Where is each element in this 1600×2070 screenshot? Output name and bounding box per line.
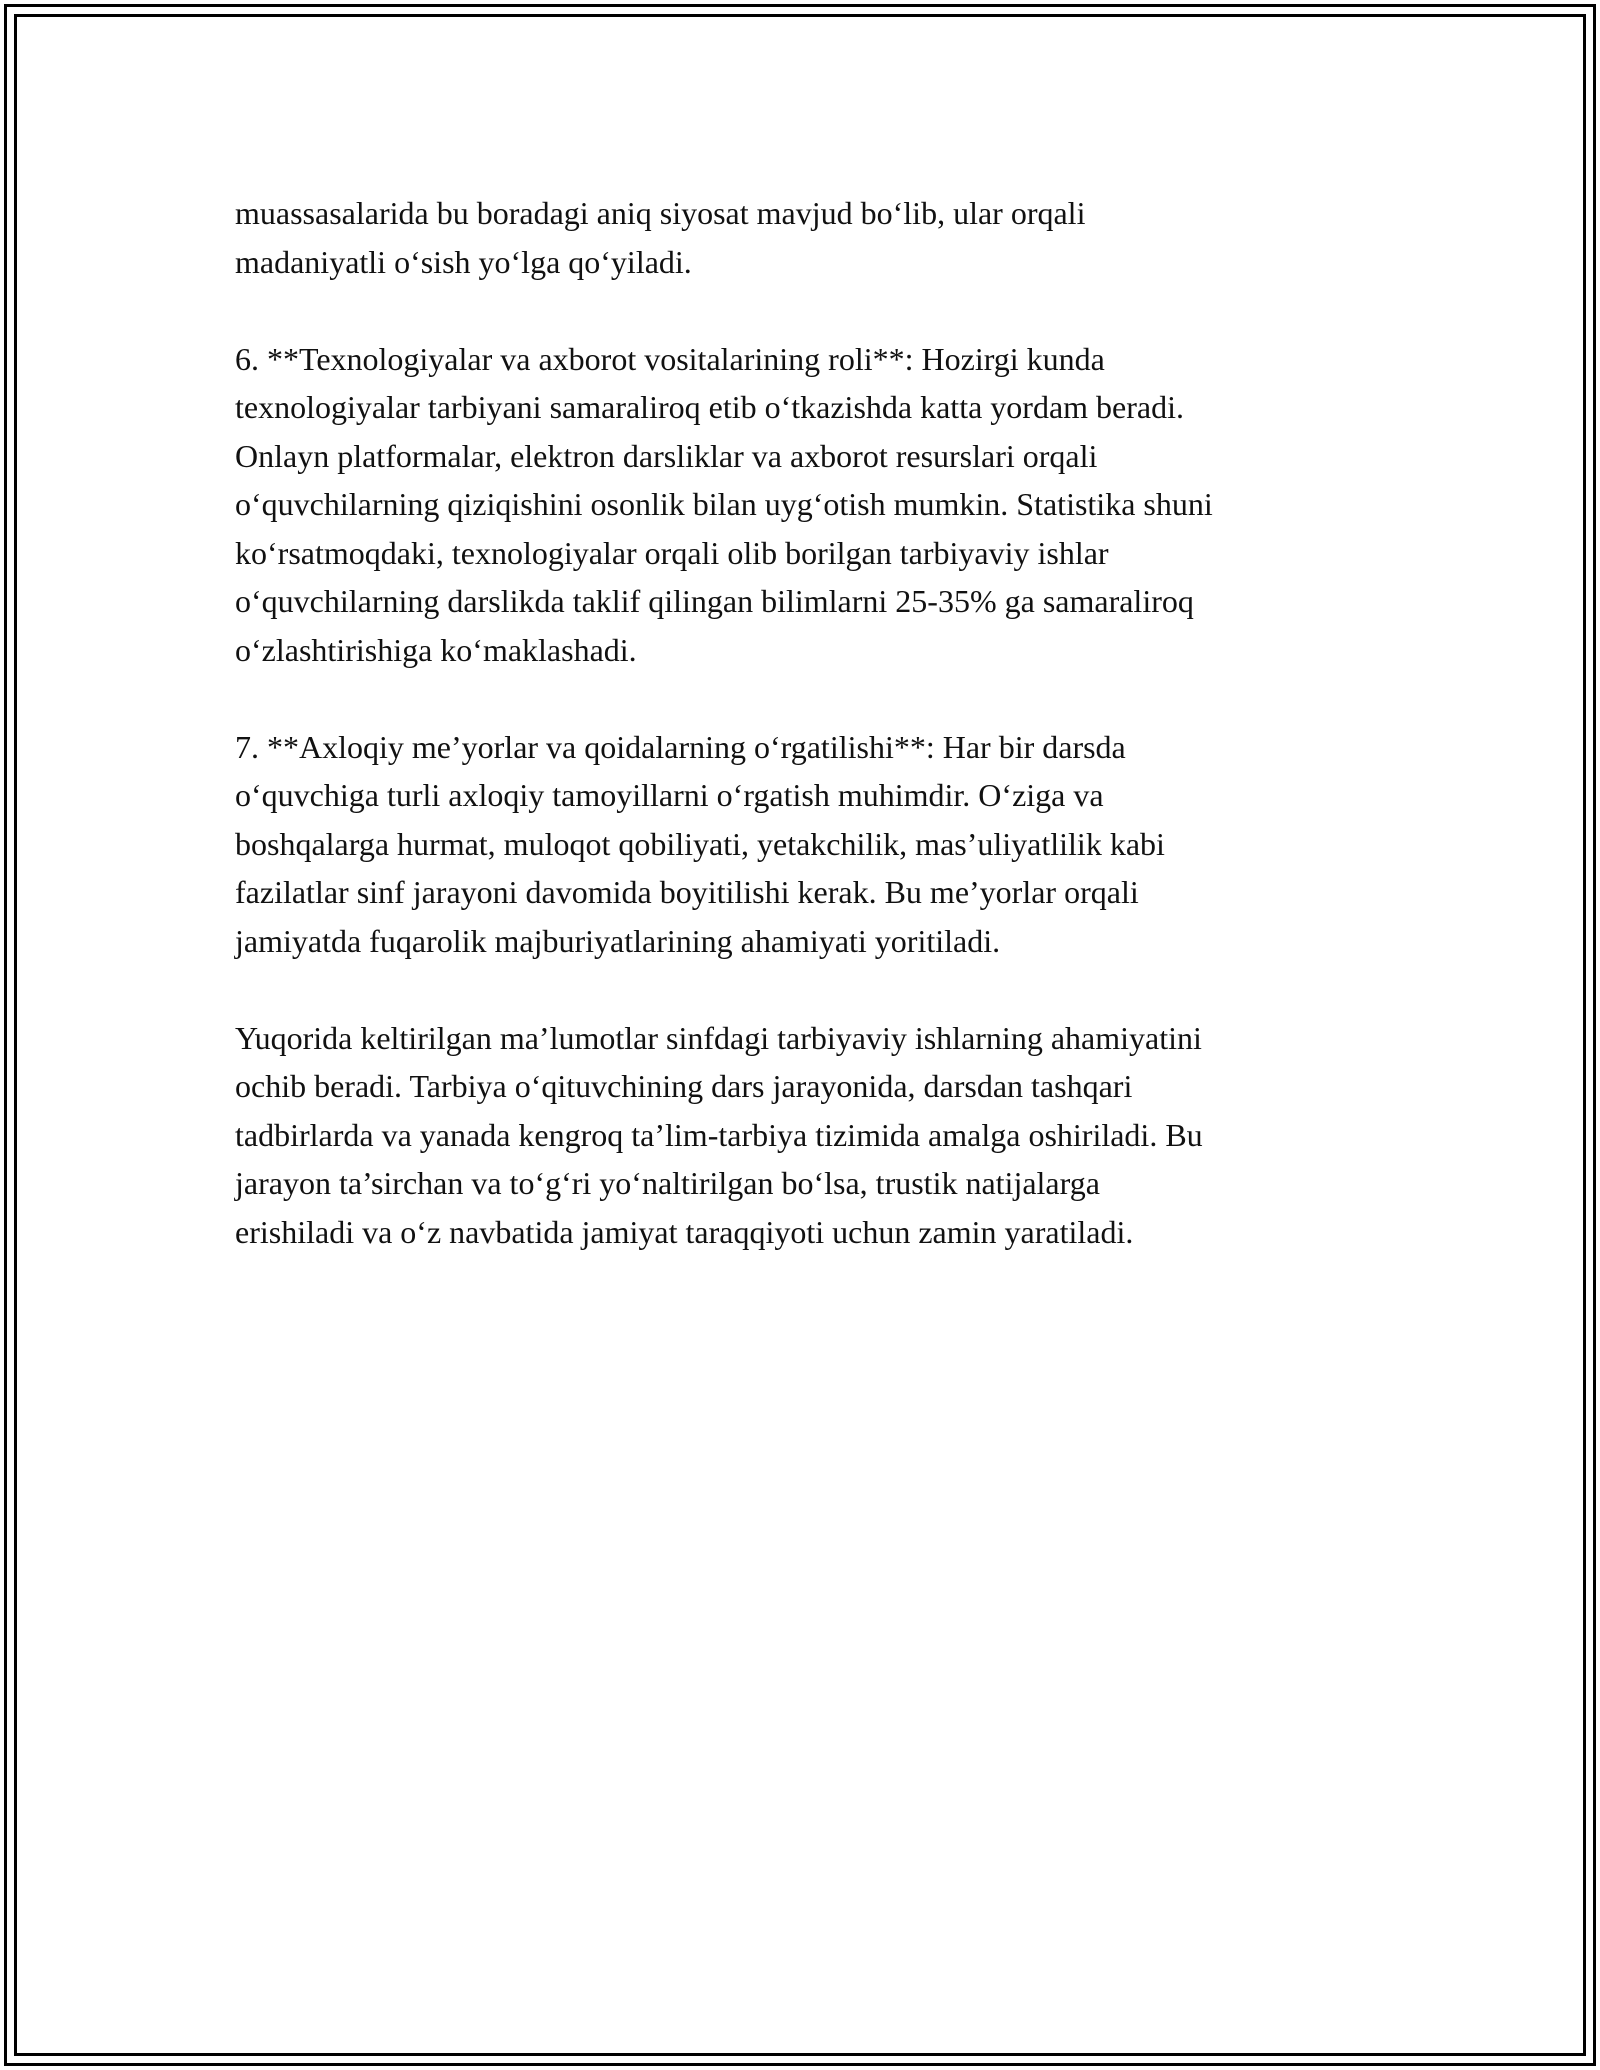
document-body (235, 189, 1365, 1305)
paragraph-item-7-ethics: 7. **Axloqiy me’yorlar va qoidalarning o‘rgatilishi**: Har bir darsda o‘quvchiga turli axloqiy tamoyillarni o‘rgatish muhimdir. O‘ziga va boshqalarga hurmat, muloqot qobiliyati, yetakchilik, mas’uliyatlilik kabi fazilatlar sinf jarayoni davomida boyitilishi kerak. Bu me’yorlar orqali jamiyatda fuqarolik majburiyatlarining ahamiyati yoritiladi. (235, 728, 1165, 959)
paragraph-continuation: muassasalarida bu boradagi aniq siyosat mavjud bo‘lib, ular orqali madaniyatli o‘sish yo‘lga qo‘yiladi. (235, 195, 1086, 280)
paragraph-item-6-technologies: 6. **Texnologiyalar va axborot vositalarining roli**: Hozirgi kunda texnologiyalar tarbiyani samaraliroq etib o‘tkazishda katta yordam beradi. Onlayn platformalar, elektron darsliklar va axborot resurslari orqali o‘quvchilarning qiziqishini osonlik bilan uyg‘otish mumkin. Statistika shuni ko‘rsatmoqdaki, texnologiyalar orqali olib borilgan tarbiyaviy ishlar o‘quvchilarning darslikda taklif qilingan bilimlarni 25-35% ga samaraliroq o‘zlashtirishiga ko‘maklashadi. (235, 340, 1213, 668)
paragraph-conclusion: Yuqorida keltirilgan ma’lumotlar sinfdagi tarbiyaviy ishlarning ahamiyatini ochib beradi. Tarbiya o‘qituvchining dars jarayonida, darsdan tashqari tadbirlarda va yanada kengroq ta’lim-tarbiya tizimida amalga oshiriladi. Bu jarayon ta’sirchan va to‘g‘ri yo‘naltirilgan bo‘lsa, trustik natijalarga erishiladi va o‘z navbatida jamiyat taraqqiyoti uchun zamin yaratiladi. (235, 1019, 1203, 1250)
